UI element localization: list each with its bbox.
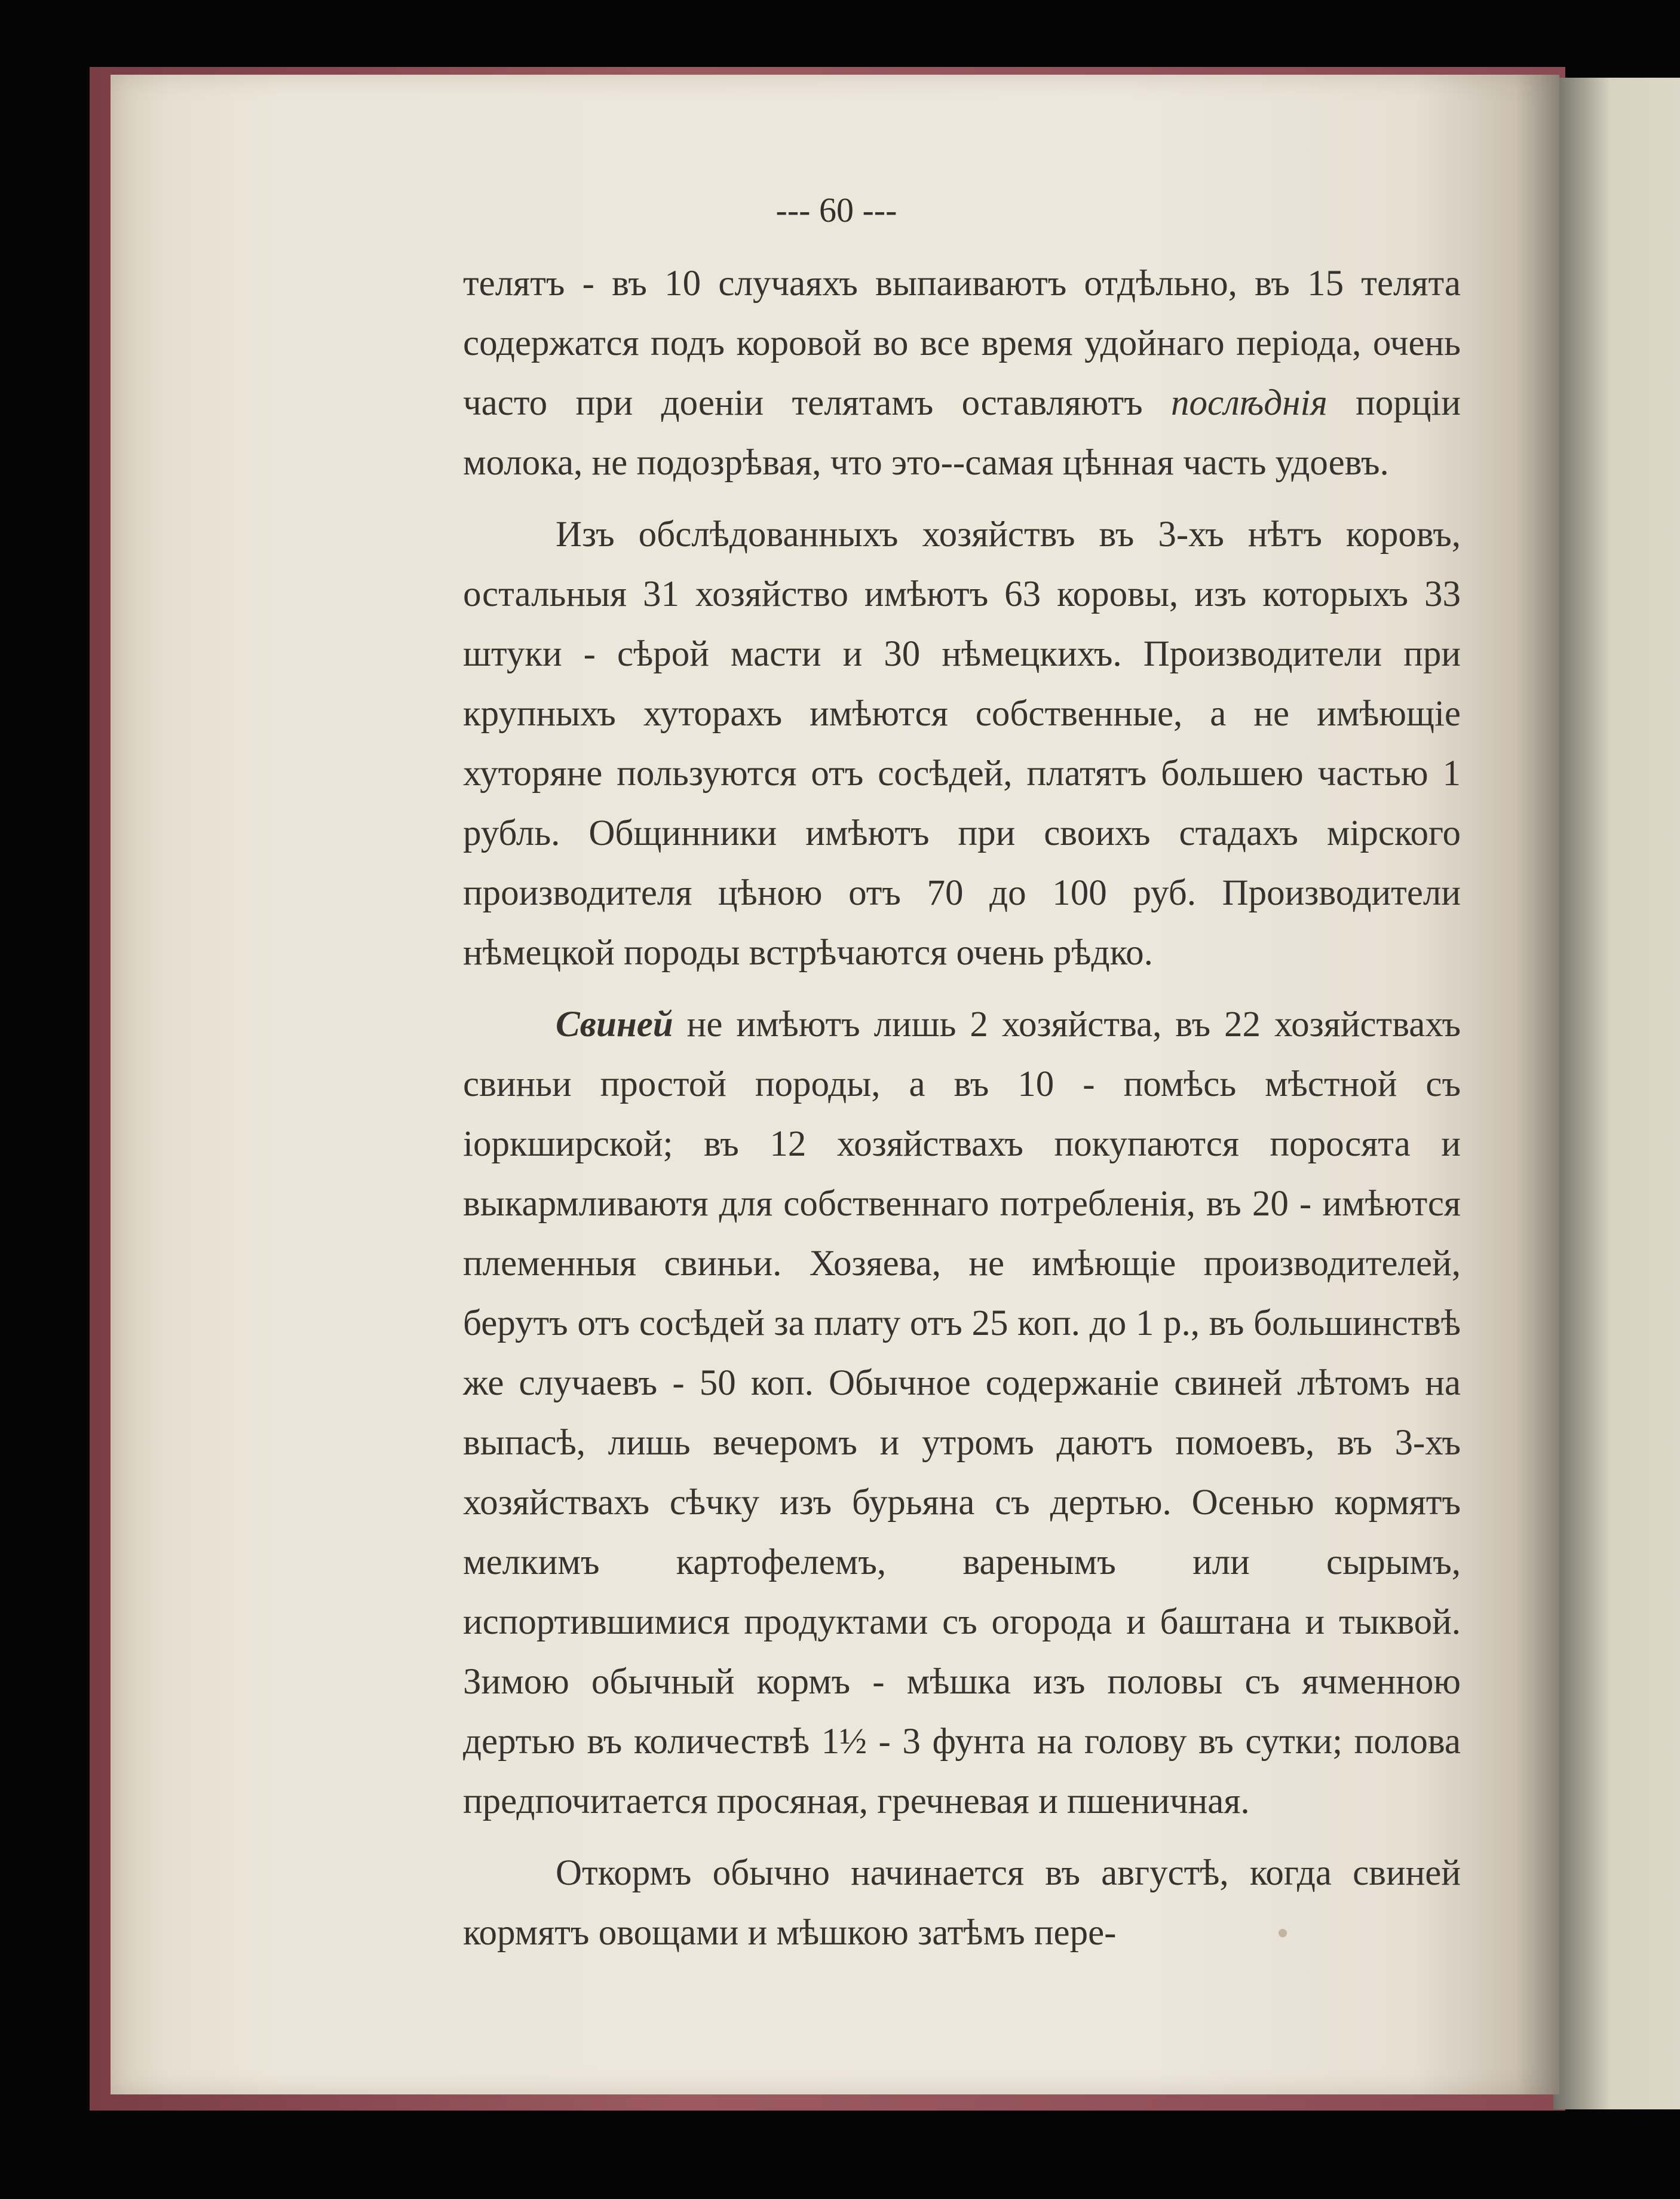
body-text xyxy=(463,254,1461,1963)
italic-word-poslednia: послѣднія xyxy=(1171,383,1328,423)
paragraph-4 xyxy=(463,1843,1461,1963)
paragraph-1-text-1: телятъ - въ 10 случаяхъ выпаиваютъ отдѣльно, въ 15 телята содержатся подъ коровой во все время удойнаго періода, очень часто при доеніи телятамъ оставляютъ xyxy=(463,264,1461,423)
paragraph-2-text: Изъ обслѣдованныхъ хозяйствъ въ 3-хъ нѣтъ коровъ, остальныя 31 хозяйство имѣютъ 63 коровы, изъ которыхъ 33 штуки - сѣрой масти и 30 нѣмецкихъ. Производители при крупныхъ хуторахъ имѣются собственные, а не имѣющіе хуторяне пользуются отъ сосѣдей, платятъ большею частью 1 рубль. Общинники имѣютъ при своихъ стадахъ мірского производителя цѣною отъ 70 до 100 руб. Производители нѣмецкой породы встрѣчаются очень рѣдко. xyxy=(463,514,1461,973)
paragraph-2 xyxy=(463,505,1461,983)
paragraph-3 xyxy=(463,995,1461,1832)
paragraph-1-text-2: порціи молока, не подозрѣвая, что это--самая цѣнная часть удоевъ. xyxy=(463,383,1461,483)
next-page-edge xyxy=(1553,78,1680,2109)
paragraph-3-text: не имѣютъ лишь 2 хозяйства, въ 22 хозяйствахъ свиньи простой породы, а въ 10 - помѣсь мѣстной съ іоркширской; въ 12 хозяйствахъ покупаются поросята и выкармливаютя для собственнаго потребленія, въ 20 - имѣются племенныя свиньи. Хозяева, не имѣющіе производителей, берутъ отъ сосѣдей за плату отъ 25 коп. до 1 р., въ большинствѣ же случаевъ - 50 коп. Обычное содержаніе свиней лѣтомъ на выпасѣ, лишь вечеромъ и утромъ даютъ помоевъ, въ 3-хъ хозяйствахъ сѣчку изъ бурьяна съ дертью. Осенью кормятъ мелкимъ картофелемъ, варенымъ или сырымъ, испортившимися продуктами съ огорода и баштана и тыквой. Зимою обычный кормъ - мѣшка изъ половы съ ячменною дертью въ количествѣ 1½ - 3 фунта на голову въ сутки; полова предпочитается просяная, гречневая и пшеничная. xyxy=(463,1004,1461,1821)
page-number: --- 60 --- xyxy=(775,191,897,229)
italic-heading-svinei: Свиней xyxy=(556,1004,673,1045)
paragraph-4-text: Откормъ обычно начинается въ августѣ, когда свиней кормятъ овощами и мѣшкою затѣмъ пере- xyxy=(463,1853,1461,1953)
paper-stain xyxy=(1279,1929,1287,1937)
paragraph-1 xyxy=(463,254,1461,493)
